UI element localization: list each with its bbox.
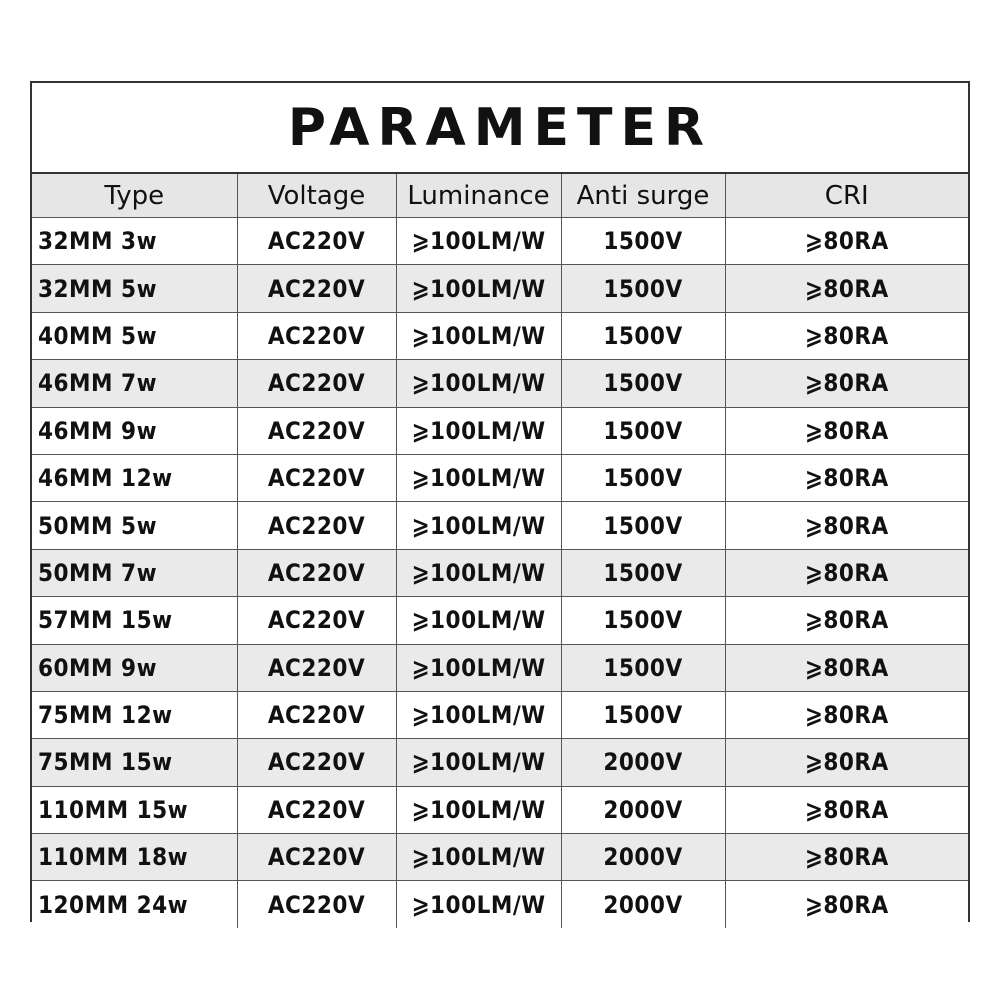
cell-cri: ⩾80RA: [725, 265, 968, 312]
cell-voltage: AC220V: [237, 786, 396, 833]
cell-type: 110MM 18w: [32, 834, 237, 881]
header-anti-surge: Anti surge: [561, 174, 725, 218]
cell-voltage: AC220V: [237, 644, 396, 691]
header-luminance: Luminance: [396, 174, 561, 218]
cell-cri: ⩾80RA: [725, 597, 968, 644]
cell-type: 57MM 15w: [32, 597, 237, 644]
cell-voltage: AC220V: [237, 549, 396, 596]
cell-luminance: ⩾100LM/W: [396, 502, 561, 549]
cell-voltage: AC220V: [237, 360, 396, 407]
cell-cri: ⩾80RA: [725, 644, 968, 691]
cell-type: 110MM 15w: [32, 786, 237, 833]
table-row: [32, 454, 968, 501]
cell-luminance: ⩾100LM/W: [396, 265, 561, 312]
cell-anti-surge: 2000V: [561, 881, 725, 928]
cell-cri: ⩾80RA: [725, 360, 968, 407]
cell-anti-surge: 1500V: [561, 502, 725, 549]
cell-luminance: ⩾100LM/W: [396, 312, 561, 359]
cell-cri: ⩾80RA: [725, 454, 968, 501]
cell-type: 50MM 7w: [32, 549, 237, 596]
cell-anti-surge: 1500V: [561, 407, 725, 454]
cell-type: 75MM 12w: [32, 691, 237, 738]
cell-anti-surge: 1500V: [561, 360, 725, 407]
cell-luminance: ⩾100LM/W: [396, 691, 561, 738]
cell-luminance: ⩾100LM/W: [396, 407, 561, 454]
cell-voltage: AC220V: [237, 834, 396, 881]
header-voltage: Voltage: [237, 174, 396, 218]
cell-type: 40MM 5w: [32, 312, 237, 359]
cell-luminance: ⩾100LM/W: [396, 218, 561, 265]
parameter-sheet: [30, 81, 970, 922]
table-row: [32, 786, 968, 833]
table-row: [32, 218, 968, 265]
page-title: PARAMETER: [32, 83, 968, 174]
cell-cri: ⩾80RA: [725, 739, 968, 786]
cell-type: 75MM 15w: [32, 739, 237, 786]
table-row: [32, 502, 968, 549]
cell-voltage: AC220V: [237, 312, 396, 359]
cell-voltage: AC220V: [237, 502, 396, 549]
header-cri: CRI: [725, 174, 968, 218]
cell-cri: ⩾80RA: [725, 312, 968, 359]
cell-anti-surge: 2000V: [561, 834, 725, 881]
table-row: [32, 265, 968, 312]
cell-luminance: ⩾100LM/W: [396, 549, 561, 596]
header-type: Type: [32, 174, 237, 218]
cell-anti-surge: 1500V: [561, 454, 725, 501]
cell-anti-surge: 1500V: [561, 312, 725, 359]
table-row: [32, 881, 968, 928]
cell-anti-surge: 1500V: [561, 265, 725, 312]
cell-luminance: ⩾100LM/W: [396, 360, 561, 407]
table-row: [32, 312, 968, 359]
table-row: [32, 644, 968, 691]
cell-cri: ⩾80RA: [725, 502, 968, 549]
cell-anti-surge: 2000V: [561, 739, 725, 786]
cell-anti-surge: 1500V: [561, 691, 725, 738]
cell-cri: ⩾80RA: [725, 691, 968, 738]
cell-type: 120MM 24w: [32, 881, 237, 928]
cell-cri: ⩾80RA: [725, 549, 968, 596]
cell-luminance: ⩾100LM/W: [396, 454, 561, 501]
cell-type: 32MM 5w: [32, 265, 237, 312]
cell-anti-surge: 1500V: [561, 597, 725, 644]
cell-type: 46MM 12w: [32, 454, 237, 501]
cell-luminance: ⩾100LM/W: [396, 786, 561, 833]
cell-cri: ⩾80RA: [725, 834, 968, 881]
cell-luminance: ⩾100LM/W: [396, 834, 561, 881]
cell-type: 46MM 9w: [32, 407, 237, 454]
cell-voltage: AC220V: [237, 597, 396, 644]
cell-cri: ⩾80RA: [725, 407, 968, 454]
cell-cri: ⩾80RA: [725, 881, 968, 928]
cell-anti-surge: 1500V: [561, 644, 725, 691]
table-row: [32, 834, 968, 881]
header-row: [32, 174, 968, 218]
cell-voltage: AC220V: [237, 739, 396, 786]
table-row: [32, 739, 968, 786]
cell-cri: ⩾80RA: [725, 218, 968, 265]
cell-anti-surge: 2000V: [561, 786, 725, 833]
cell-cri: ⩾80RA: [725, 786, 968, 833]
cell-luminance: ⩾100LM/W: [396, 881, 561, 928]
cell-anti-surge: 1500V: [561, 218, 725, 265]
table-row: [32, 597, 968, 644]
cell-anti-surge: 1500V: [561, 549, 725, 596]
cell-voltage: AC220V: [237, 454, 396, 501]
cell-voltage: AC220V: [237, 265, 396, 312]
cell-voltage: AC220V: [237, 218, 396, 265]
cell-luminance: ⩾100LM/W: [396, 644, 561, 691]
cell-voltage: AC220V: [237, 881, 396, 928]
table-row: [32, 691, 968, 738]
table-body: [32, 218, 968, 928]
cell-luminance: ⩾100LM/W: [396, 739, 561, 786]
table-row: [32, 549, 968, 596]
parameter-table: [32, 174, 968, 928]
table-row: [32, 407, 968, 454]
cell-type: 46MM 7w: [32, 360, 237, 407]
cell-type: 60MM 9w: [32, 644, 237, 691]
cell-type: 32MM 3w: [32, 218, 237, 265]
cell-luminance: ⩾100LM/W: [396, 597, 561, 644]
table-row: [32, 360, 968, 407]
cell-voltage: AC220V: [237, 407, 396, 454]
cell-voltage: AC220V: [237, 691, 396, 738]
cell-type: 50MM 5w: [32, 502, 237, 549]
